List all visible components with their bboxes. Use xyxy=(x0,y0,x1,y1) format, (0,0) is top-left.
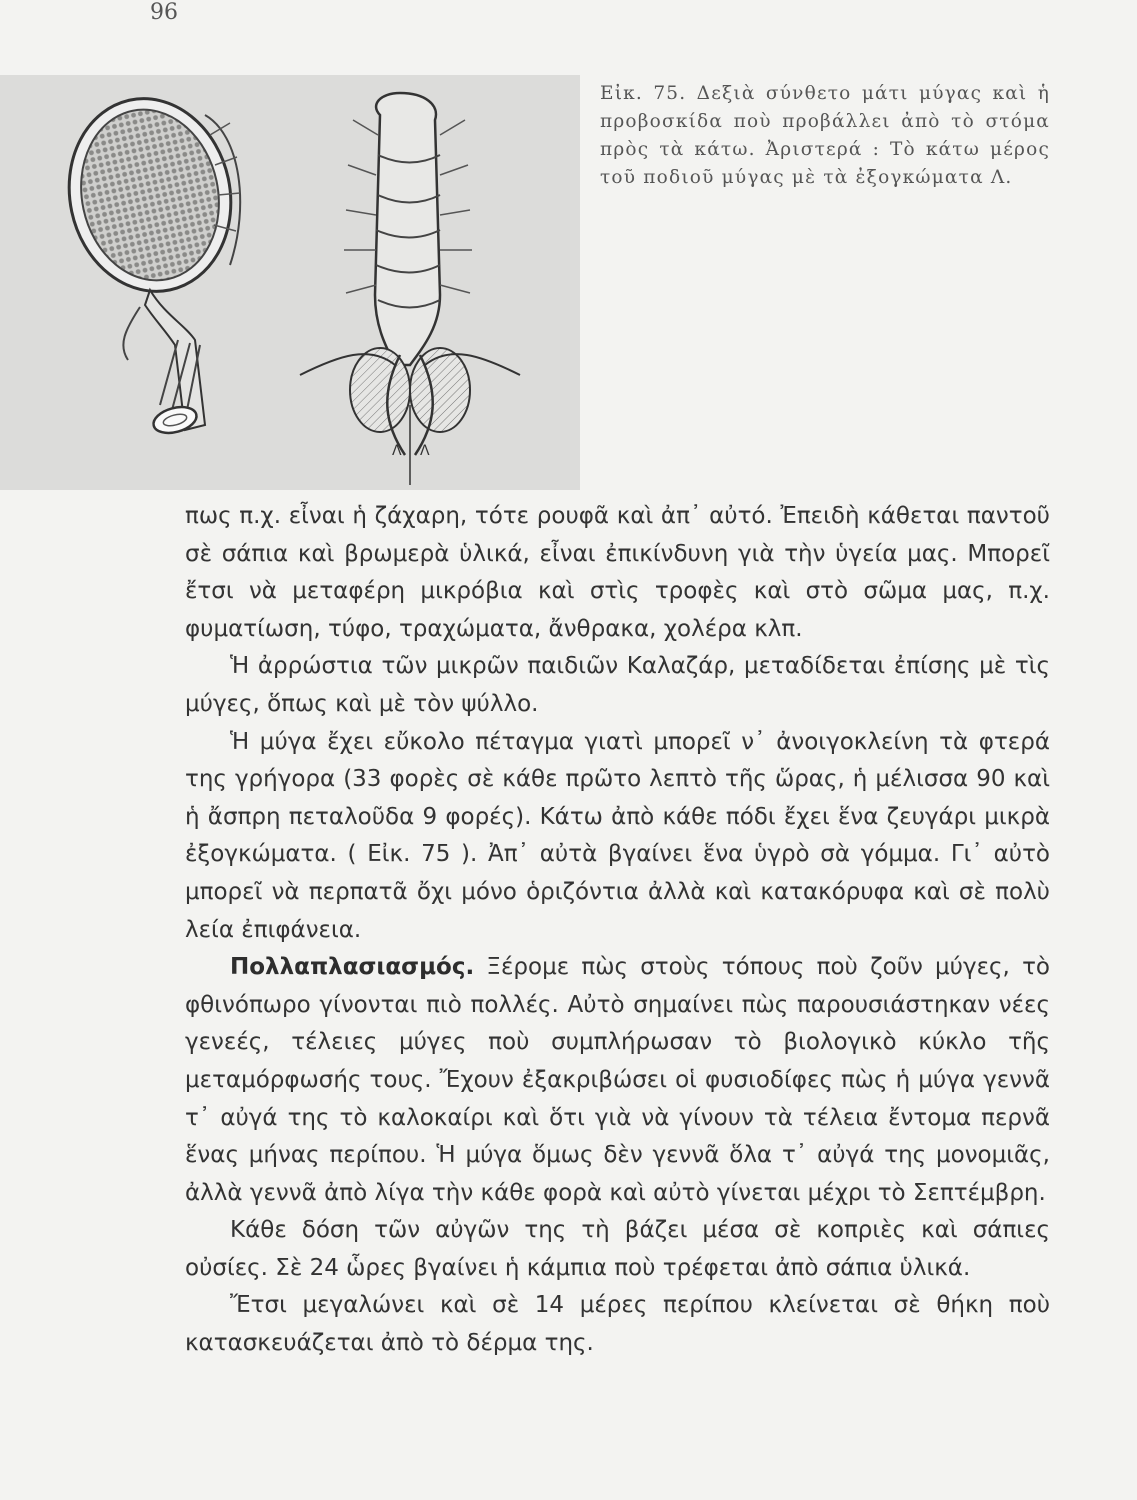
body-text xyxy=(185,498,1050,1363)
paragraph-1: πως π.χ. εἶναι ἡ ζάχαρη, τότε ρουφᾶ καὶ ἀπ᾽ αὐτό. Ἐπειδὴ κάθεται παντοῦ σὲ σάπια καὶ βρωμερὰ ὑλικά, εἶναι ἐπικίνδυνη γιὰ τὴν ὑγεία μας. Μπορεῖ ἔτσι νὰ μεταφέρη μικρόβια καὶ στὶς τροφὲς καὶ στὸ σῶμα μας, π.χ. φυματίωση, τύφο, τραχώματα, ἄνθρακα, χολέρα κλπ. xyxy=(185,503,1050,642)
paragraph-6: Ἔτσι μεγαλώνει καὶ σὲ 14 μέρες περίπου κλείνεται σὲ θήκη ποὺ κατασκευάζεται ἀπὸ τὸ δέρμα της. xyxy=(185,1292,1050,1357)
figure-illustration xyxy=(0,75,580,490)
fly-leg-figure xyxy=(300,93,520,485)
paragraph-2: Ἡ ἀρρώστια τῶν μικρῶν παιδιῶν Καλαζάρ, μεταδίδεται ἐπίσης μὲ τὶς μύγες, ὅπως καὶ μὲ τὸν ψύλλο. xyxy=(185,653,1050,717)
pad-label-left: Λ xyxy=(392,443,402,459)
paragraph-3: Ἡ μύγα ἔχει εὔκολο πέταγμα γιατὶ μπορεῖ ν᾽ ἀνοιγοκλείνη τὰ φτερά της γρήγορα (33 φορὲς σὲ κάθε πρῶτο λεπτὸ τῆς ὥρας, ἡ μέλισσα 90 καὶ ἡ ἄσπρη πεταλοῦδα 9 φορές). Κάτω ἀπὸ κάθε πόδι ἔχει ἕνα ζευγάρι μικρὰ ἐξογκώματα. ( Εἰκ. 75 ). Ἀπ᾽ αὐτὰ βγαίνει ἕνα ὑγρὸ σὰ γόμμα. Γι᾽ αὐτὸ μπορεῖ νὰ περπατᾶ ὄχι μόνο ὁριζόντια ἀλλὰ καὶ κατακόρυφα καὶ σὲ πολὺ λεία ἐπιφάνεια. xyxy=(185,728,1050,943)
pad-label-right: Λ xyxy=(420,443,430,459)
compound-eye-figure xyxy=(52,83,249,437)
paragraph-4 xyxy=(185,949,1050,1212)
page-number: 96 xyxy=(150,0,178,25)
section-heading: Πολλαπλασιασμός. xyxy=(230,954,475,981)
figure-caption: Εἰκ. 75. Δεξιὰ σύνθετο μάτι μύγας καὶ ἡ προβοσκίδα ποὺ προβάλλει ἀπὸ τὸ στόμα πρὸς τὰ κάτω. Ἀριστερά : Τὸ κάτω μέρος τοῦ ποδιοῦ μύγας μὲ τὰ ἐξογκώματα Λ. xyxy=(600,83,1050,188)
paragraph-5: Κάθε δόση τῶν αὐγῶν της τὴ βάζει μέσα σὲ κοπριὲς καὶ σάπιες οὐσίες. Σὲ 24 ὧρες βγαίνει ἡ κάμπια ποὺ τρέφεται ἀπὸ σάπια ὑλικά. xyxy=(185,1217,1050,1281)
paragraph-4-text: Ξέρομε πὼς στοὺς τόπους ποὺ ζοῦν μύγες, τὸ φθινόπωρο γίνονται πιὸ πολλές. Αὐτὸ σημαίνει πὼς παρουσιάστηκαν νέες γενεές, τέλειες μύγες ποὺ συμπλήρωσαν τὸ βιολογικὸ κύκλο τῆς μεταμόρφωσής τους. Ἔχουν ἐξακριβώσει οἱ φυσιοδίφες πὼς ἡ μύγα γεννᾶ τ᾽ αὐγά της τὸ καλοκαίρι καὶ ὅτι γιὰ νὰ γίνουν τὰ τέλεια ἔντομα περνᾶ ἕνας μήνας περίπου. Ἡ μύγα ὅμως δὲν γεννᾶ ὅλα τ᾽ αὐγά της μονομιᾶς, ἀλλὰ γεννᾶ ἀπὸ λίγα τὴν κάθε φορὰ καὶ αὐτὸ γίνεται μέχρι τὸ Σεπτέμβρη. xyxy=(185,954,1050,1206)
fly-anatomy-drawing xyxy=(0,75,580,490)
